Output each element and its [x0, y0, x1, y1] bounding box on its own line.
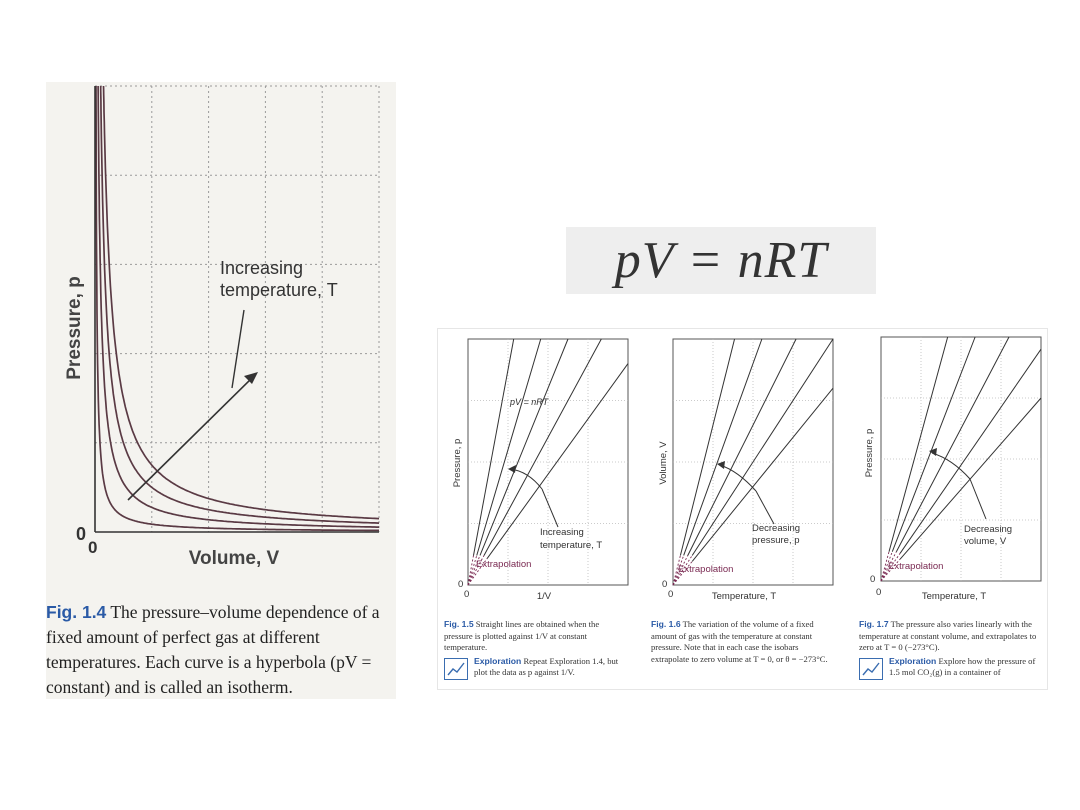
fig-1-6-extrapolation: Extrapolation	[678, 564, 734, 575]
fig-1-6-caption-number: Fig. 1.6	[651, 619, 681, 629]
fig-1-5-annotation-line-1: Increasing	[540, 527, 584, 538]
fig-1-6-caption-text: The variation of the volume of a fixed amount of gas with the temperature at constant pressure. Note that in each case the isobars extrapolate to zero volume at T = 0, or θ = −273°C.	[651, 619, 828, 664]
formula-text: pV = nRT	[614, 232, 828, 289]
fig-1-5-exploration-text: Repeat Exploration 1.4, but plot the data as p against 1/V.	[474, 655, 619, 677]
line-series-1	[889, 337, 948, 552]
fig-1-7-annotation-line-2: volume, V	[964, 536, 1007, 547]
fig-1-7-arrow	[932, 453, 970, 479]
fig-1-7-caption	[859, 619, 1044, 680]
fig-1-5-caption-number: Fig. 1.5	[444, 619, 474, 629]
fig-1-6-x-origin: 0	[668, 589, 674, 600]
fig-1-5-x-origin: 0	[464, 589, 470, 600]
line-series-4	[484, 339, 601, 555]
fig-1-6-annotation-line-1: Decreasing	[752, 523, 801, 534]
fig-1-6-caption	[651, 619, 836, 665]
fig-1-5-y-label: Pressure, p	[452, 438, 463, 488]
fig-1-4-caption-text: The pressure–volume dependence of a fixed amount of perfect gas at different temperatures. Each curve is a hyperbola (pV = constant) and is called an isotherm.	[46, 602, 380, 697]
fig-1-4-arrow-head	[244, 372, 258, 384]
fig-1-5-exploration[interactable]	[444, 656, 629, 680]
fig-1-4-y-origin: 0	[76, 524, 87, 544]
fig-1-6-arrow	[720, 465, 756, 491]
line-series-2	[892, 337, 975, 552]
fig-1-4-annotation-line-2: temperature, T	[220, 280, 338, 300]
fig-1-4-x-label: Volume, V	[188, 548, 280, 569]
fig-1-7-extrapolation: Extrapolation	[888, 561, 944, 572]
line-series-2	[477, 339, 541, 555]
fig-1-4-caption-number: Fig. 1.4	[46, 602, 107, 622]
fig-1-5-chart	[452, 339, 628, 602]
fig-1-7-caption-text: The pressure also varies linearly with the temperature at constant volume, and extrapolates to zero at T = 0 (−273°C).	[859, 619, 1037, 652]
fig-1-5-annotation-line-2: temperature, T	[540, 540, 603, 551]
fig-1-5-y-origin: 0	[458, 579, 464, 590]
fig-1-7-exploration-text: Explore how the pressure of 1.5 mol CO₂(g) in a container of	[889, 655, 1036, 677]
fig-1-5-formula-label: pV = nRT	[510, 397, 549, 407]
fig-1-5-caption-text: Straight lines are obtained when the pressure is plotted against 1/V at constant temperature.	[444, 619, 600, 652]
fig-1-6-chart	[658, 339, 833, 602]
fig-1-7-y-origin: 0	[870, 574, 876, 585]
figures-1-5-to-1-7-panel	[437, 328, 1048, 690]
fig-1-4-caption	[46, 600, 396, 700]
line-series-3	[896, 337, 1009, 552]
fig-1-5-exploration-label: Exploration	[474, 655, 522, 666]
line-series-1	[680, 339, 734, 555]
fig-1-7-caption-number: Fig. 1.7	[859, 619, 889, 629]
exploration-chart-icon[interactable]	[444, 658, 468, 680]
fig-1-5-extrapolation: Extrapolation	[476, 559, 532, 570]
linear-plots	[438, 329, 1047, 614]
fig-1-4-x-origin: 0	[88, 538, 98, 557]
fig-1-4-chart	[46, 82, 396, 592]
fig-1-7-chart	[864, 337, 1041, 602]
fig-1-7-leader	[970, 479, 986, 519]
fig-1-6-y-origin: 0	[662, 579, 668, 590]
fig-1-6-annotation	[752, 523, 803, 546]
fig-1-6-annotation-line-2: pressure, p	[752, 535, 800, 546]
fig-1-4-leader-line	[232, 310, 244, 388]
isotherm-1-curve	[96, 86, 379, 530]
fig-1-7-annotation	[964, 524, 1015, 547]
fig-1-7-exploration-label: Exploration	[889, 655, 937, 666]
fig-1-5-caption	[444, 619, 629, 680]
fig-1-6-y-label: Volume, V	[658, 441, 669, 485]
fig-1-4-arrow-line	[128, 376, 254, 500]
fig-1-4-curves	[96, 86, 379, 530]
fig-1-7-y-label: Pressure, p	[864, 428, 875, 478]
fig-1-5-leader	[542, 489, 558, 527]
fig-1-6-leader	[756, 491, 774, 524]
fig-1-7-exploration[interactable]	[859, 656, 1044, 680]
isotherm-2-curve	[98, 86, 379, 527]
isotherm-4-curve	[104, 86, 380, 519]
fig-1-7-x-origin: 0	[876, 587, 882, 598]
fig-1-5-arrow-head	[508, 465, 516, 473]
fig-1-4-y-label: Pressure, p	[64, 276, 85, 380]
figure-1-4-panel	[46, 82, 396, 699]
fig-1-4-grid	[95, 86, 379, 532]
fig-1-5-x-label: 1/V	[536, 591, 552, 602]
fig-1-7-annotation-line-1: Decreasing	[964, 524, 1013, 535]
isotherm-3-curve	[101, 86, 379, 523]
fig-1-4-annotation-line-1: Increasing	[220, 258, 304, 278]
fig-1-7-x-label: Temperature, T	[921, 591, 987, 602]
exploration-chart-icon[interactable]	[859, 658, 883, 680]
fig-1-5-annotation	[540, 527, 602, 551]
ideal-gas-formula	[566, 227, 876, 294]
fig-1-6-x-label: Temperature, T	[711, 591, 777, 602]
